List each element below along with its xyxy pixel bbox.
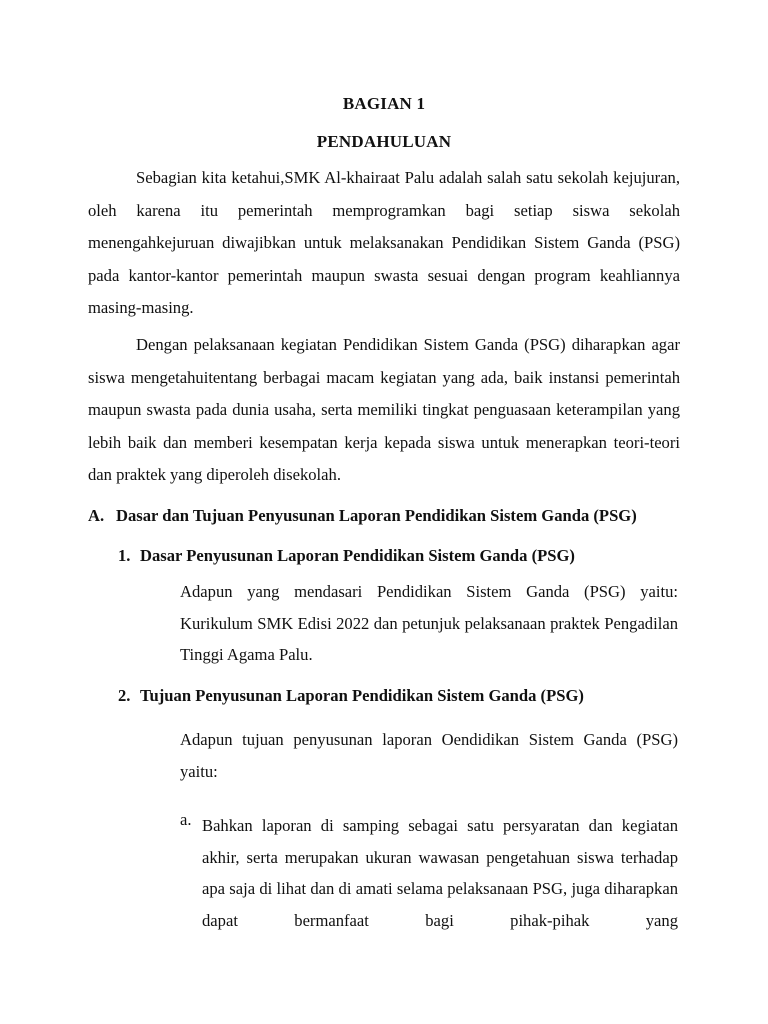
section-a-marker: A. [88,506,105,525]
subsection-2-marker: 2. [118,686,131,705]
intro-paragraph-2 [88,329,680,492]
subsection-2-body: Adapun tujuan penyusunan laporan Oendidikan Sistem Ganda (PSG) yaitu: [180,730,678,781]
list-item-marker: a. [180,810,192,829]
subsection-1-heading [118,546,575,566]
section-a-heading-text: Dasar dan Tujuan Penyusunan Laporan Pendidikan Sistem Ganda (PSG) [116,506,637,525]
list-item-text: Bahkan laporan di samping sebagai satu persyaratan dan kegiatan akhir, serta merupakan ukuran wawasan pengetahuan siswa terhadap apa saja di lihat dan di amati selama pelaksanaan PSG, juga diharapkan dapat bermanfaat bagi pihak-pihak yang [202,816,678,930]
intro-paragraph-2-text: Dengan pelaksanaan kegiatan Pendidikan Sistem Ganda (PSG) diharapkan agar siswa mengetahuitentang berbagai macam kegiatan yang ada, baik instansi pemerintah maupun swasta pada dunia usaha, serta memiliki tingkat penguasaan keterampilan yang lebih baik dan memberi kesempatan kerja kepada siswa untuk menerapkan teori-teori dan praktek yang diperoleh disekolah. [88,335,680,484]
subsection-1-body: Adapun yang mendasari Pendidikan Sistem Ganda (PSG) yaitu: Kurikulum SMK Edisi 2022 dan petunjuk pelaksanaan praktek Pengadilan Tinggi Agama Palu. [180,582,678,664]
chapter-title: PENDAHULUAN [316,132,452,151]
subsection-2-heading-text: Tujuan Penyusunan Laporan Pendidikan Sistem Ganda (PSG) [140,686,584,705]
list-item [180,810,678,1010]
section-a-heading [88,506,637,526]
chapter-label: BAGIAN 1 [342,94,426,113]
subsection-1-marker: 1. [118,546,131,565]
intro-paragraph-1-text: Sebagian kita ketahui,SMK Al-khairaat Palu adalah salah satu sekolah kejujuran, oleh karena itu pemerintah memprogramkan bagi setiap siswa sekolah menengahkejuruan diwajibkan untuk melaksanakan Pendidikan Sistem Ganda (PSG) pada kantor-kantor pemerintah maupun swasta sesuai dengan program keahliannya masing-masing. [88,168,680,317]
subsection-1-heading-text: Dasar Penyusunan Laporan Pendidikan Sistem Ganda (PSG) [140,546,575,565]
subsection-2-heading [118,686,584,706]
intro-paragraph-1 [88,162,680,325]
